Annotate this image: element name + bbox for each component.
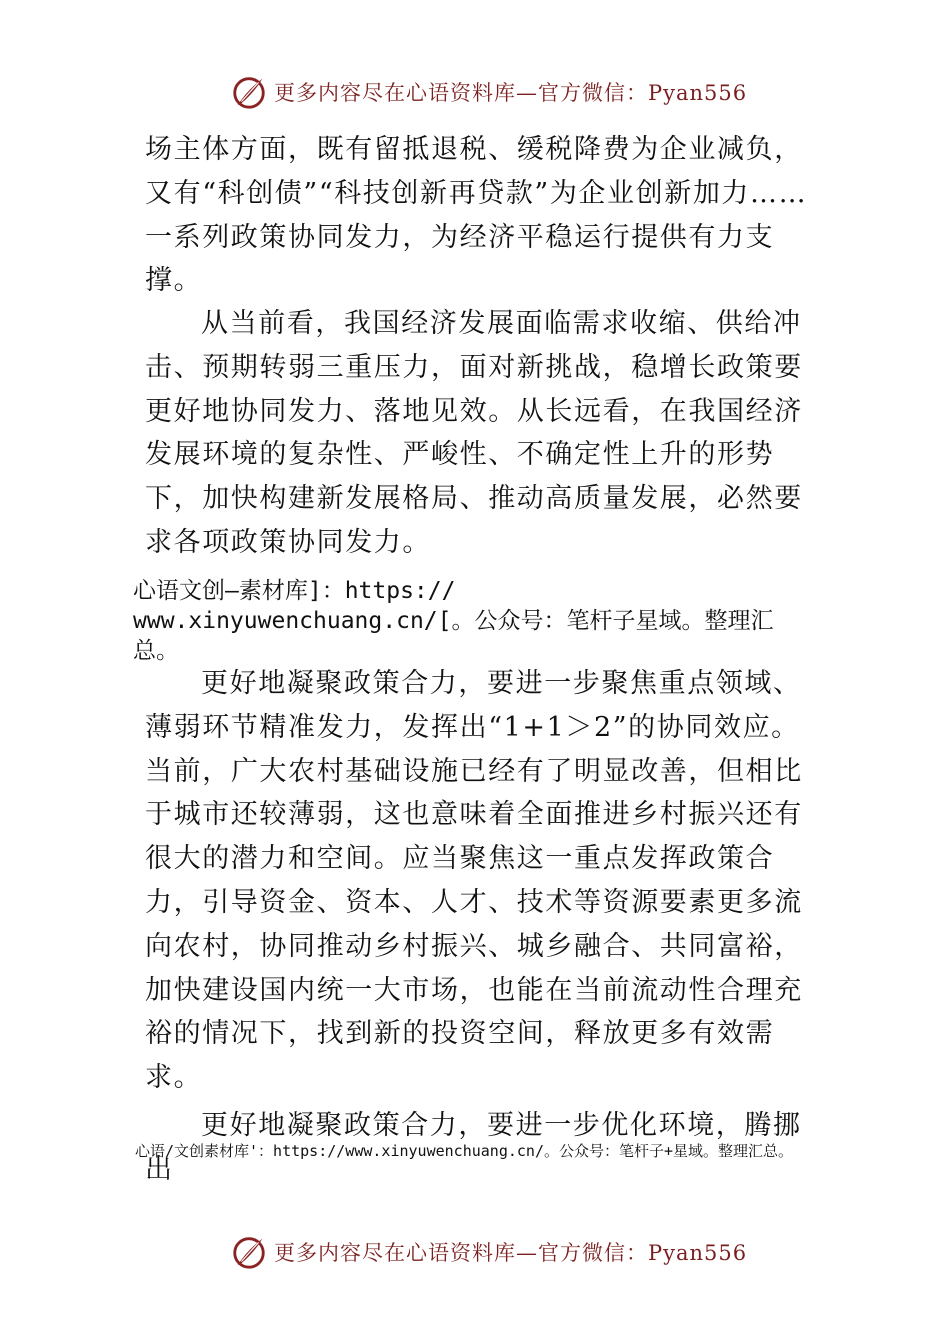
banner-text: 更多内容尽在心语资料库—官方微信：Pyan556 <box>274 1241 748 1265</box>
paragraph-line: 更好地凝聚政策合力，要进一步优化环境，腾挪出 <box>145 1110 802 1185</box>
paragraph-line: 协同发力、落地见效。从长远看，在我国经济发展环境 <box>145 395 803 471</box>
paragraph-line: 广大农村基础设施已经有了明显改善，但相比于城市还 <box>145 755 803 831</box>
paragraph-2 <box>145 302 815 565</box>
paragraph-line: 发力。 <box>345 526 432 558</box>
paragraph-3 <box>145 662 815 1100</box>
quill-pen-seal-icon <box>230 73 268 111</box>
paragraph-line: 和空间。应当聚焦这一重点发挥政策合力，引导资金、 <box>145 843 775 918</box>
note-line: www.xinyuwenchuang.cn/[。公众号：笔杆子星域。整理汇 <box>133 608 774 634</box>
paragraph-line: 从当前看，我国经济发展面临需求收缩、供给冲击、 <box>145 308 802 383</box>
paragraph-1 <box>145 128 815 303</box>
paragraph-line: 新发展格局、推动高质量发展，必然要求各项政策协同 <box>145 483 803 558</box>
footer-banner <box>230 1232 750 1272</box>
paragraph-line: 有“科创债”“科技创新再贷款”为企业创新加力……一 <box>145 177 808 253</box>
paragraph-line: 预期转弱三重压力，面对新挑战，稳增长政策要更好地 <box>145 351 803 427</box>
paragraph-line: 投资空间，释放更多有效需求。 <box>145 1018 775 1094</box>
paragraph-line: 更好地凝聚政策合力，要进一步聚焦重点领域、薄 <box>145 668 802 743</box>
footnote: 心语/文创素材库'：https://www.xinyuwenchuang.cn/。公众号：笔杆子+星域。整理汇总。 <box>135 1142 794 1160</box>
paragraph-line: 系列政策协同发力，为经济平稳运行提供有力支撑。 <box>145 221 775 297</box>
paragraph-line: 市场，也能在当前流动性合理充裕的情况下，找到新的 <box>145 974 803 1050</box>
banner-text: 更多内容尽在心语资料库—官方微信：Pyan556 <box>274 81 748 105</box>
paragraph-line: 的复杂性、严峻性、不确定性上升的形势下，加快构建 <box>145 439 775 515</box>
quill-pen-seal-icon <box>230 1233 268 1271</box>
paragraph-line: 场主体方面，既有留抵退税、缓税降费为企业减负，又 <box>145 134 803 209</box>
note-line: 总。 <box>133 638 179 664</box>
source-note <box>133 576 833 666</box>
paragraph-line: 乡村振兴、城乡融合、共同富裕，加快建设国内统一大 <box>145 930 803 1006</box>
paragraph-line: 较薄弱，这也意味着全面推进乡村振兴还有很大的潜力 <box>145 799 803 875</box>
paragraph-line: 弱环节精准发力，发挥出“1+1＞2”的协同效应。当前， <box>145 711 800 787</box>
paragraph-line: 资本、人才、技术等资源要素更多流向农村，协同推动 <box>145 886 803 962</box>
header-banner <box>230 72 750 112</box>
note-line: 心语文创—素材库]：https:// <box>133 578 456 604</box>
